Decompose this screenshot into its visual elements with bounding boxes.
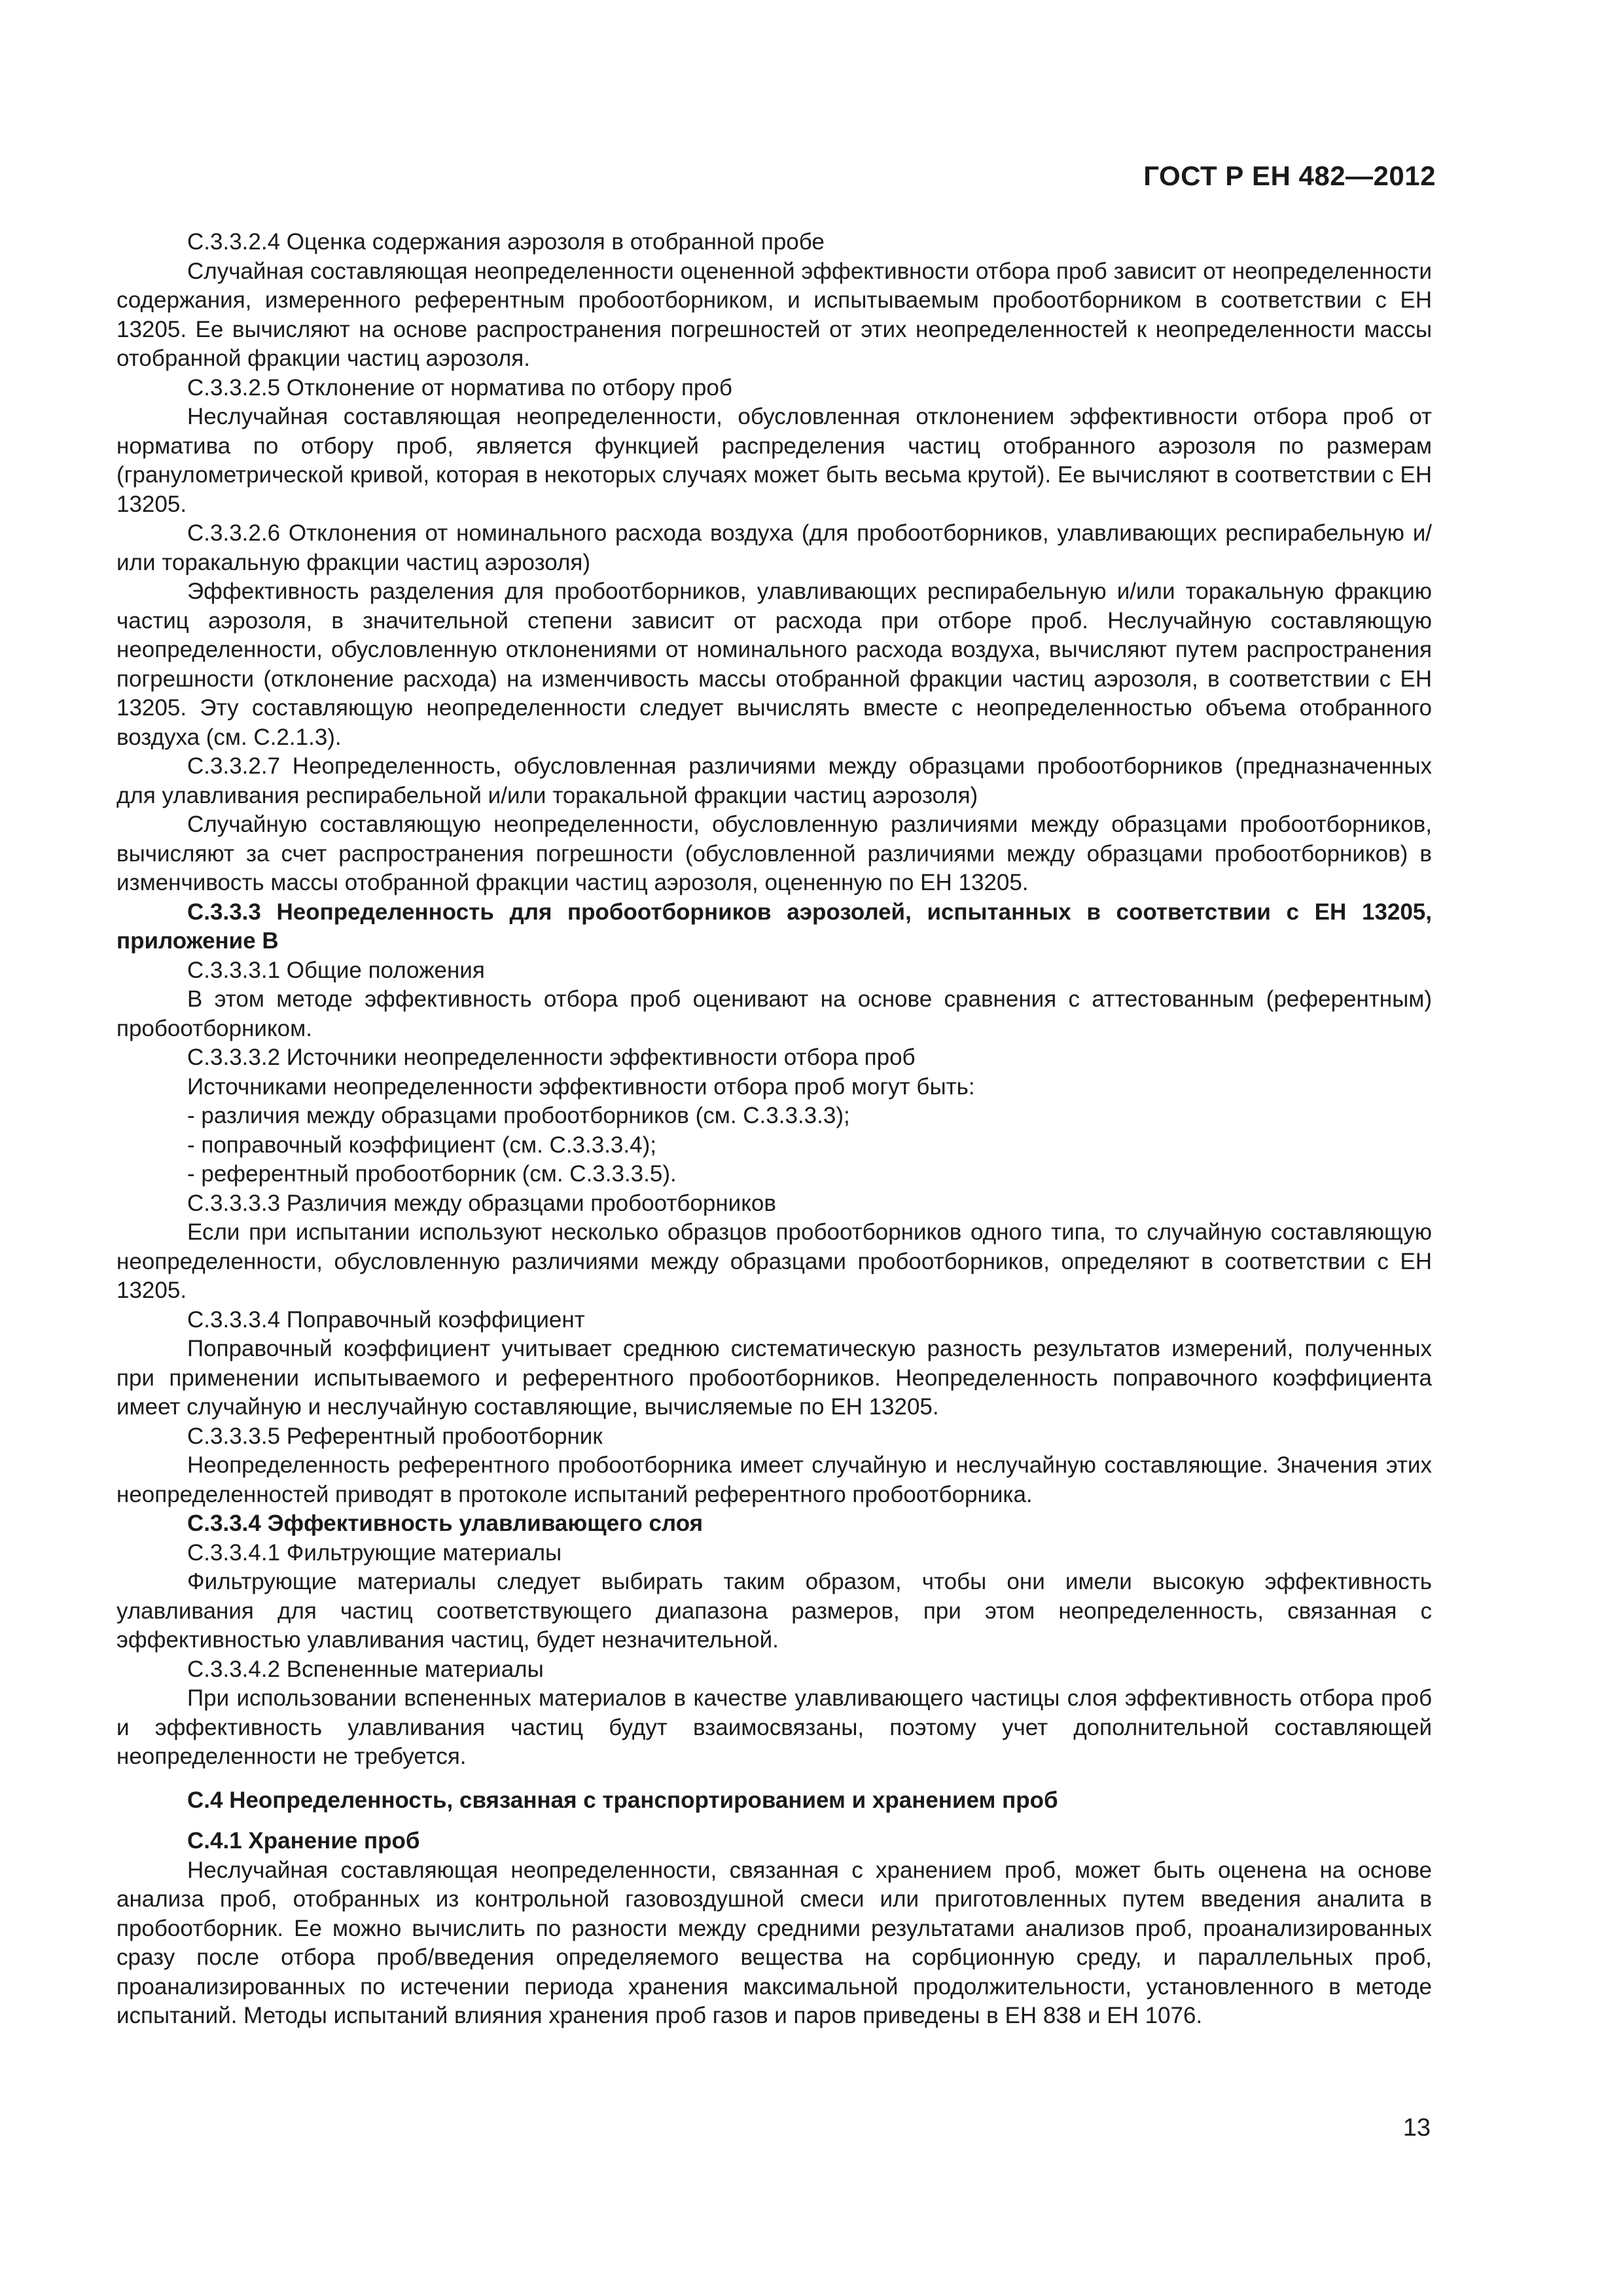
subsection-heading: С.3.3.3.5 Референтный пробоотборник [187, 1423, 603, 1449]
subsection-heading: С.3.3.2.4 Оценка содержания аэрозоля в отобранной пробе [187, 229, 825, 255]
section-heading: С.4 Неопределенность, связанная с транспортированием и хранением проб [187, 1787, 1058, 1813]
section-heading: С.3.3.3 Неопределенность для пробоотборников аэрозолей, испытанных в соответствии с ЕН 13205, приложение В [116, 899, 1432, 954]
body-paragraph: Неслучайная составляющая неопределенности, связанная с хранением проб, может быть оценена на основе анализа проб, отобранных из контрольной газовоздушной смеси или приготовленных путем введения аналита в пробоотборник. Ее можно вычислить по разности между средними результатами анализов проб, проанализированных сразу после отбора проб/введения определяемого вещества на сорбционную среду, и параллельных проб, проанализированных по истечении периода хранения максимальной продолжительности, установленного в методе испытаний. Методы испытаний влияния хранения проб газов и паров приведены в ЕН 838 и ЕН 1076. [116, 1857, 1432, 2028]
body-paragraph: Неслучайная составляющая неопределенности, обусловленная отклонением эффективности отбора проб от норматива по отбору проб, является функцией распределения частиц отобранного аэрозоля по размерам (гранулометрической кривой, которая в некоторых случаях может быть весьма крутой). Ее вычисляют в соответствии с ЕН 13205. [116, 404, 1432, 517]
page-number: 13 [1402, 2114, 1431, 2142]
section-heading: С.4.1 Хранение проб [187, 1828, 420, 1854]
body-paragraph: Случайная составляющая неопределенности оцененной эффективности отбора проб зависит от неопределенности содержания, измеренного референтным пробоотборником, и испытываемым пробоотборником в соответствии с ЕН 13205. Ее вычисляют на основе распространения погрешностей от этих неопределенностей к неопределенности массы отобранной фракции частиц аэрозоля. [116, 258, 1432, 371]
body-paragraph: Поправочный коэффициент учитывает среднюю систематическую разность результатов измерений, полученных при применении испытываемого и референтного пробоотборников. Неопределенность поправочного коэффициента имеет случайную и неслучайную составляющие, вычисляемые по ЕН 13205. [116, 1336, 1432, 1420]
subsection-heading: С.3.3.3.4 Поправочный коэффициент [187, 1306, 585, 1333]
subsection-heading: С.3.3.3.1 Общие положения [187, 957, 485, 983]
body-paragraph: Эффективность разделения для пробоотборников, улавливающих респирабельную и/или торакальную фракцию частиц аэрозоля, в значительной степени зависит от расхода при отборе проб. Неслучайную составляющую неопределенности, обусловленную отклонениями от номинального расхода воздуха, вычисляют путем распространения погрешности (отклонение расхода) на изменчивость массы отобранной фракции частиц аэрозоля, в соответствии с ЕН 13205. Эту составляющую неопределенности следует вычислять вместе с неопределенностью объема отобранного воздуха (см. С.2.1.3). [116, 579, 1432, 750]
list-item: - поправочный коэффициент (см. С.3.3.3.4); [187, 1132, 656, 1158]
subsection-heading: С.3.3.3.3 Различия между образцами пробоотборников [187, 1190, 776, 1216]
section-heading: С.3.3.4 Эффективность улавливающего слоя [187, 1511, 704, 1536]
body-paragraph: Неопределенность референтного пробоотборника имеет случайную и неслучайную составляющие. Значения этих неопределенностей приводят в протоколе испытаний референтного пробоотборника. [116, 1452, 1432, 1507]
list-item: - референтный пробоотборник (см. С.3.3.3.5). [187, 1161, 677, 1187]
body-paragraph: Случайную составляющую неопределенности, обусловленную различиями между образцами пробоотборников, вычисляют за счет распространения погрешности (обусловленной различиями между образцами пробоотборников) в изменчивость массы отобранной фракции частиц аэрозоля, оцененную по ЕН 13205. [116, 812, 1432, 895]
subsection-heading: С.3.3.3.2 Источники неопределенности эффективности отбора проб [187, 1045, 916, 1070]
body-paragraph: Источниками неопределенности эффективности отбора проб могут быть: [187, 1073, 975, 1100]
subsection-heading: С.3.3.2.6 Отклонения от номинального расхода воздуха (для пробоотборников, улавливающих респирабельную и/или торакальную фракции частиц аэрозоля) [116, 520, 1432, 575]
body-paragraph: В этом методе эффективность отбора проб оценивают на основе сравнения с аттестованным (референтным) пробоотборником. [116, 986, 1432, 1041]
document-body [116, 228, 1432, 2031]
subsection-heading: С.3.3.2.5 Отклонение от норматива по отбору проб [187, 374, 732, 401]
subsection-heading: С.3.3.4.2 Вспененные материалы [187, 1656, 544, 1682]
body-paragraph: При использовании вспененных материалов в качестве улавливающего частицы слоя эффективность отбора проб и эффективность улавливания частиц будут взаимосвязаны, поэтому учет дополнительной составляющей неопределенности не требуется. [116, 1685, 1432, 1769]
body-paragraph: Если при испытании используют несколько образцов пробоотборников одного типа, то случайную составляющую неопределенности, обусловленную различиями между образцами пробоотборников, определяют в соответствии с ЕН 13205. [116, 1219, 1432, 1303]
document-code-header: ГОСТ Р ЕН 482—2012 [1143, 160, 1436, 191]
list-item: - различия между образцами пробоотборников (см. С.3.3.3.3); [187, 1103, 850, 1128]
body-paragraph: Фильтрующие материалы следует выбирать таким образом, чтобы они имели высокую эффективность улавливания для частиц соответствующего диапазона размеров, при этом неопределенность, связанная с эффективностью улавливания частиц, будет незначительной. [116, 1569, 1432, 1653]
subsection-heading: С.3.3.2.7 Неопределенность, обусловленная различиями между образцами пробоотборников (предназначенных для улавливания респирабельной и/или торакальной фракции частиц аэрозоля) [116, 753, 1432, 808]
subsection-heading: С.3.3.4.1 Фильтрующие материалы [187, 1539, 562, 1566]
